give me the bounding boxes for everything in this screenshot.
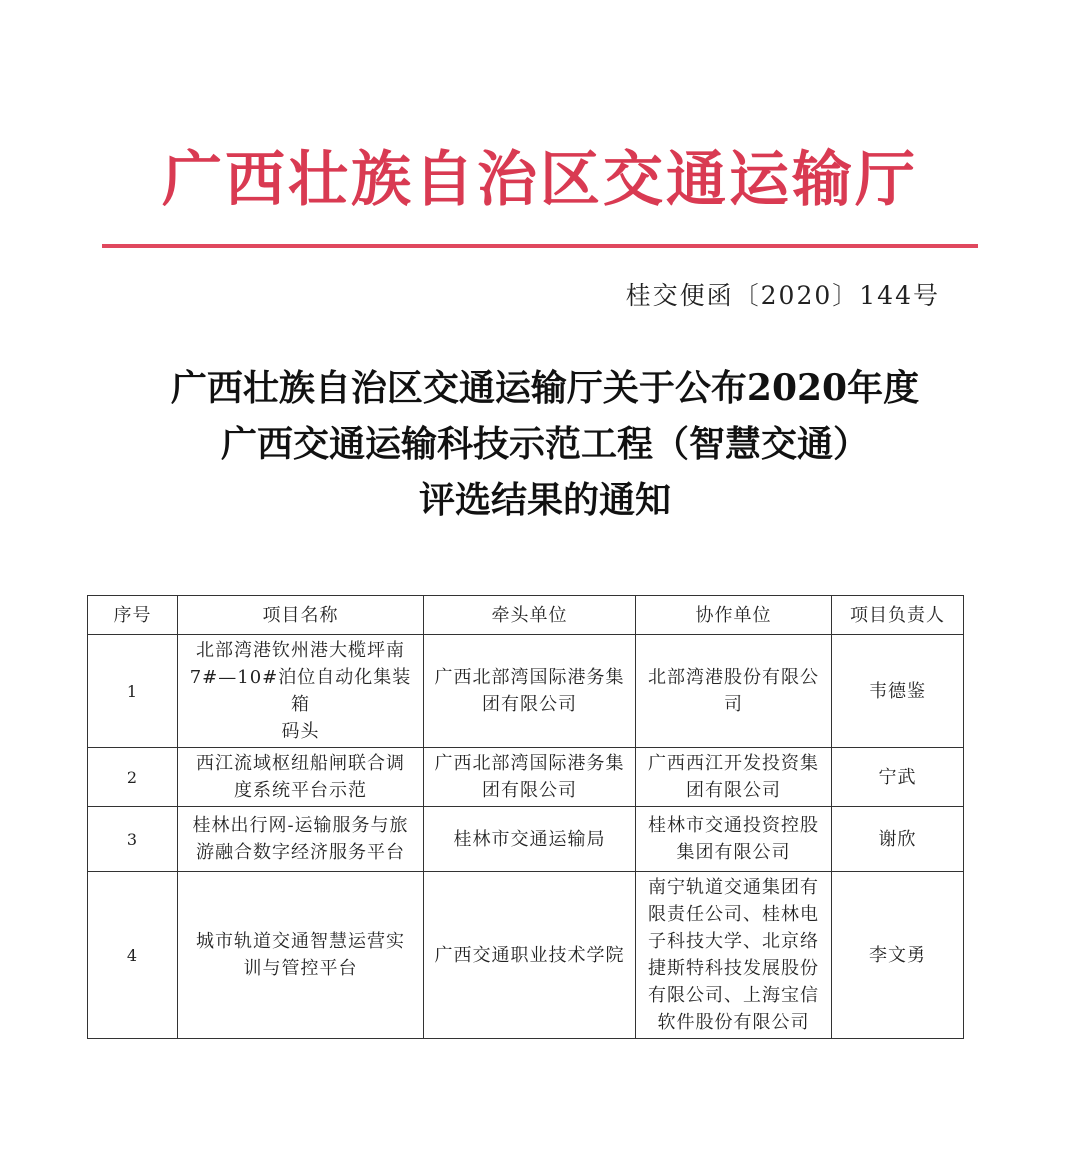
table-row: [88, 748, 964, 807]
text-line: 团有限公司: [482, 694, 577, 715]
text-line: 度系统平台示范: [234, 780, 367, 801]
row-partner-unit: [636, 748, 832, 807]
row-partner-unit: [636, 872, 832, 1039]
text-line: 桂林市交通运输局: [453, 828, 606, 850]
document-title-line-2: 广西交通运输科技示范工程（智慧交通）: [220, 423, 869, 465]
text-line: 广西交通职业技术学院: [434, 944, 625, 966]
row-seq: 2: [88, 748, 178, 807]
text-line: 限责任公司、桂林电: [648, 904, 819, 925]
text-line: 游融合数字经济服务平台: [196, 842, 405, 863]
text-line: 团有限公司: [482, 780, 577, 801]
letterhead-divider: [102, 244, 978, 248]
row-project-name: [178, 807, 424, 872]
text-line: 软件股份有限公司: [657, 1012, 810, 1033]
text-line: 北部湾港钦州港大榄坪南: [196, 640, 405, 661]
row-owner: 李文勇: [832, 872, 964, 1039]
row-partner-unit: [636, 635, 832, 748]
document-title: [0, 360, 1080, 528]
text-line: 广西北部湾国际港务集: [434, 667, 625, 688]
text-line: 训与管控平台: [243, 958, 358, 979]
row-lead-unit: [424, 748, 636, 807]
text-line: 桂林市交通投资控股: [648, 815, 819, 836]
row-seq: 4: [88, 872, 178, 1039]
letterhead-title: 广西壮族自治区交通运输厅: [162, 145, 918, 215]
document-title-line-1: 广西壮族自治区交通运输厅关于公布2020年度: [170, 367, 920, 409]
text-line: 南宁轨道交通集团有: [648, 877, 819, 898]
header-seq: 序号: [88, 596, 178, 635]
table-row: [88, 872, 964, 1039]
text-line: 子科技大学、北京络: [648, 931, 819, 952]
row-owner: 谢欣: [832, 807, 964, 872]
project-table: [87, 595, 964, 1039]
table-row: [88, 807, 964, 872]
row-owner: 宁武: [832, 748, 964, 807]
row-partner-unit: [636, 807, 832, 872]
text-line: 西江流域枢纽船闸联合调: [196, 753, 405, 774]
text-line: 司: [724, 694, 743, 715]
row-seq: 3: [88, 807, 178, 872]
text-line: 桂林出行网-运输服务与旅: [192, 815, 409, 836]
text-line: 城市轨道交通智慧运营实: [196, 931, 405, 952]
document-number: 桂交便函〔2020〕144号: [625, 281, 940, 310]
text-line: 捷斯特科技发展股份: [648, 958, 819, 979]
header-lead-unit: 牵头单位: [424, 596, 636, 635]
text-line: 广西北部湾国际港务集: [434, 753, 625, 774]
row-project-name: [178, 748, 424, 807]
row-project-name: [178, 635, 424, 748]
header-partner-unit: 协作单位: [636, 596, 832, 635]
row-project-name: [178, 872, 424, 1039]
document-title-line-3: 评选结果的通知: [418, 479, 671, 521]
table-header-row: [88, 596, 964, 635]
text-line: 集团有限公司: [676, 842, 791, 863]
header-project-owner: 项目负责人: [832, 596, 964, 635]
table-row: [88, 635, 964, 748]
text-line: 广西西江开发投资集: [648, 753, 819, 774]
text-line: 团有限公司: [686, 780, 781, 801]
header-project-name: 项目名称: [178, 596, 424, 635]
text-line: 7#—10#泊位自动化集装箱: [189, 667, 412, 715]
text-line: 有限公司、上海宝信: [648, 985, 819, 1006]
row-lead-unit: [424, 872, 636, 1039]
text-line: 码头: [281, 721, 320, 742]
row-seq: 1: [88, 635, 178, 748]
row-owner: 韦德鉴: [832, 635, 964, 748]
text-line: 北部湾港股份有限公: [648, 667, 819, 688]
row-lead-unit: [424, 807, 636, 872]
row-lead-unit: [424, 635, 636, 748]
